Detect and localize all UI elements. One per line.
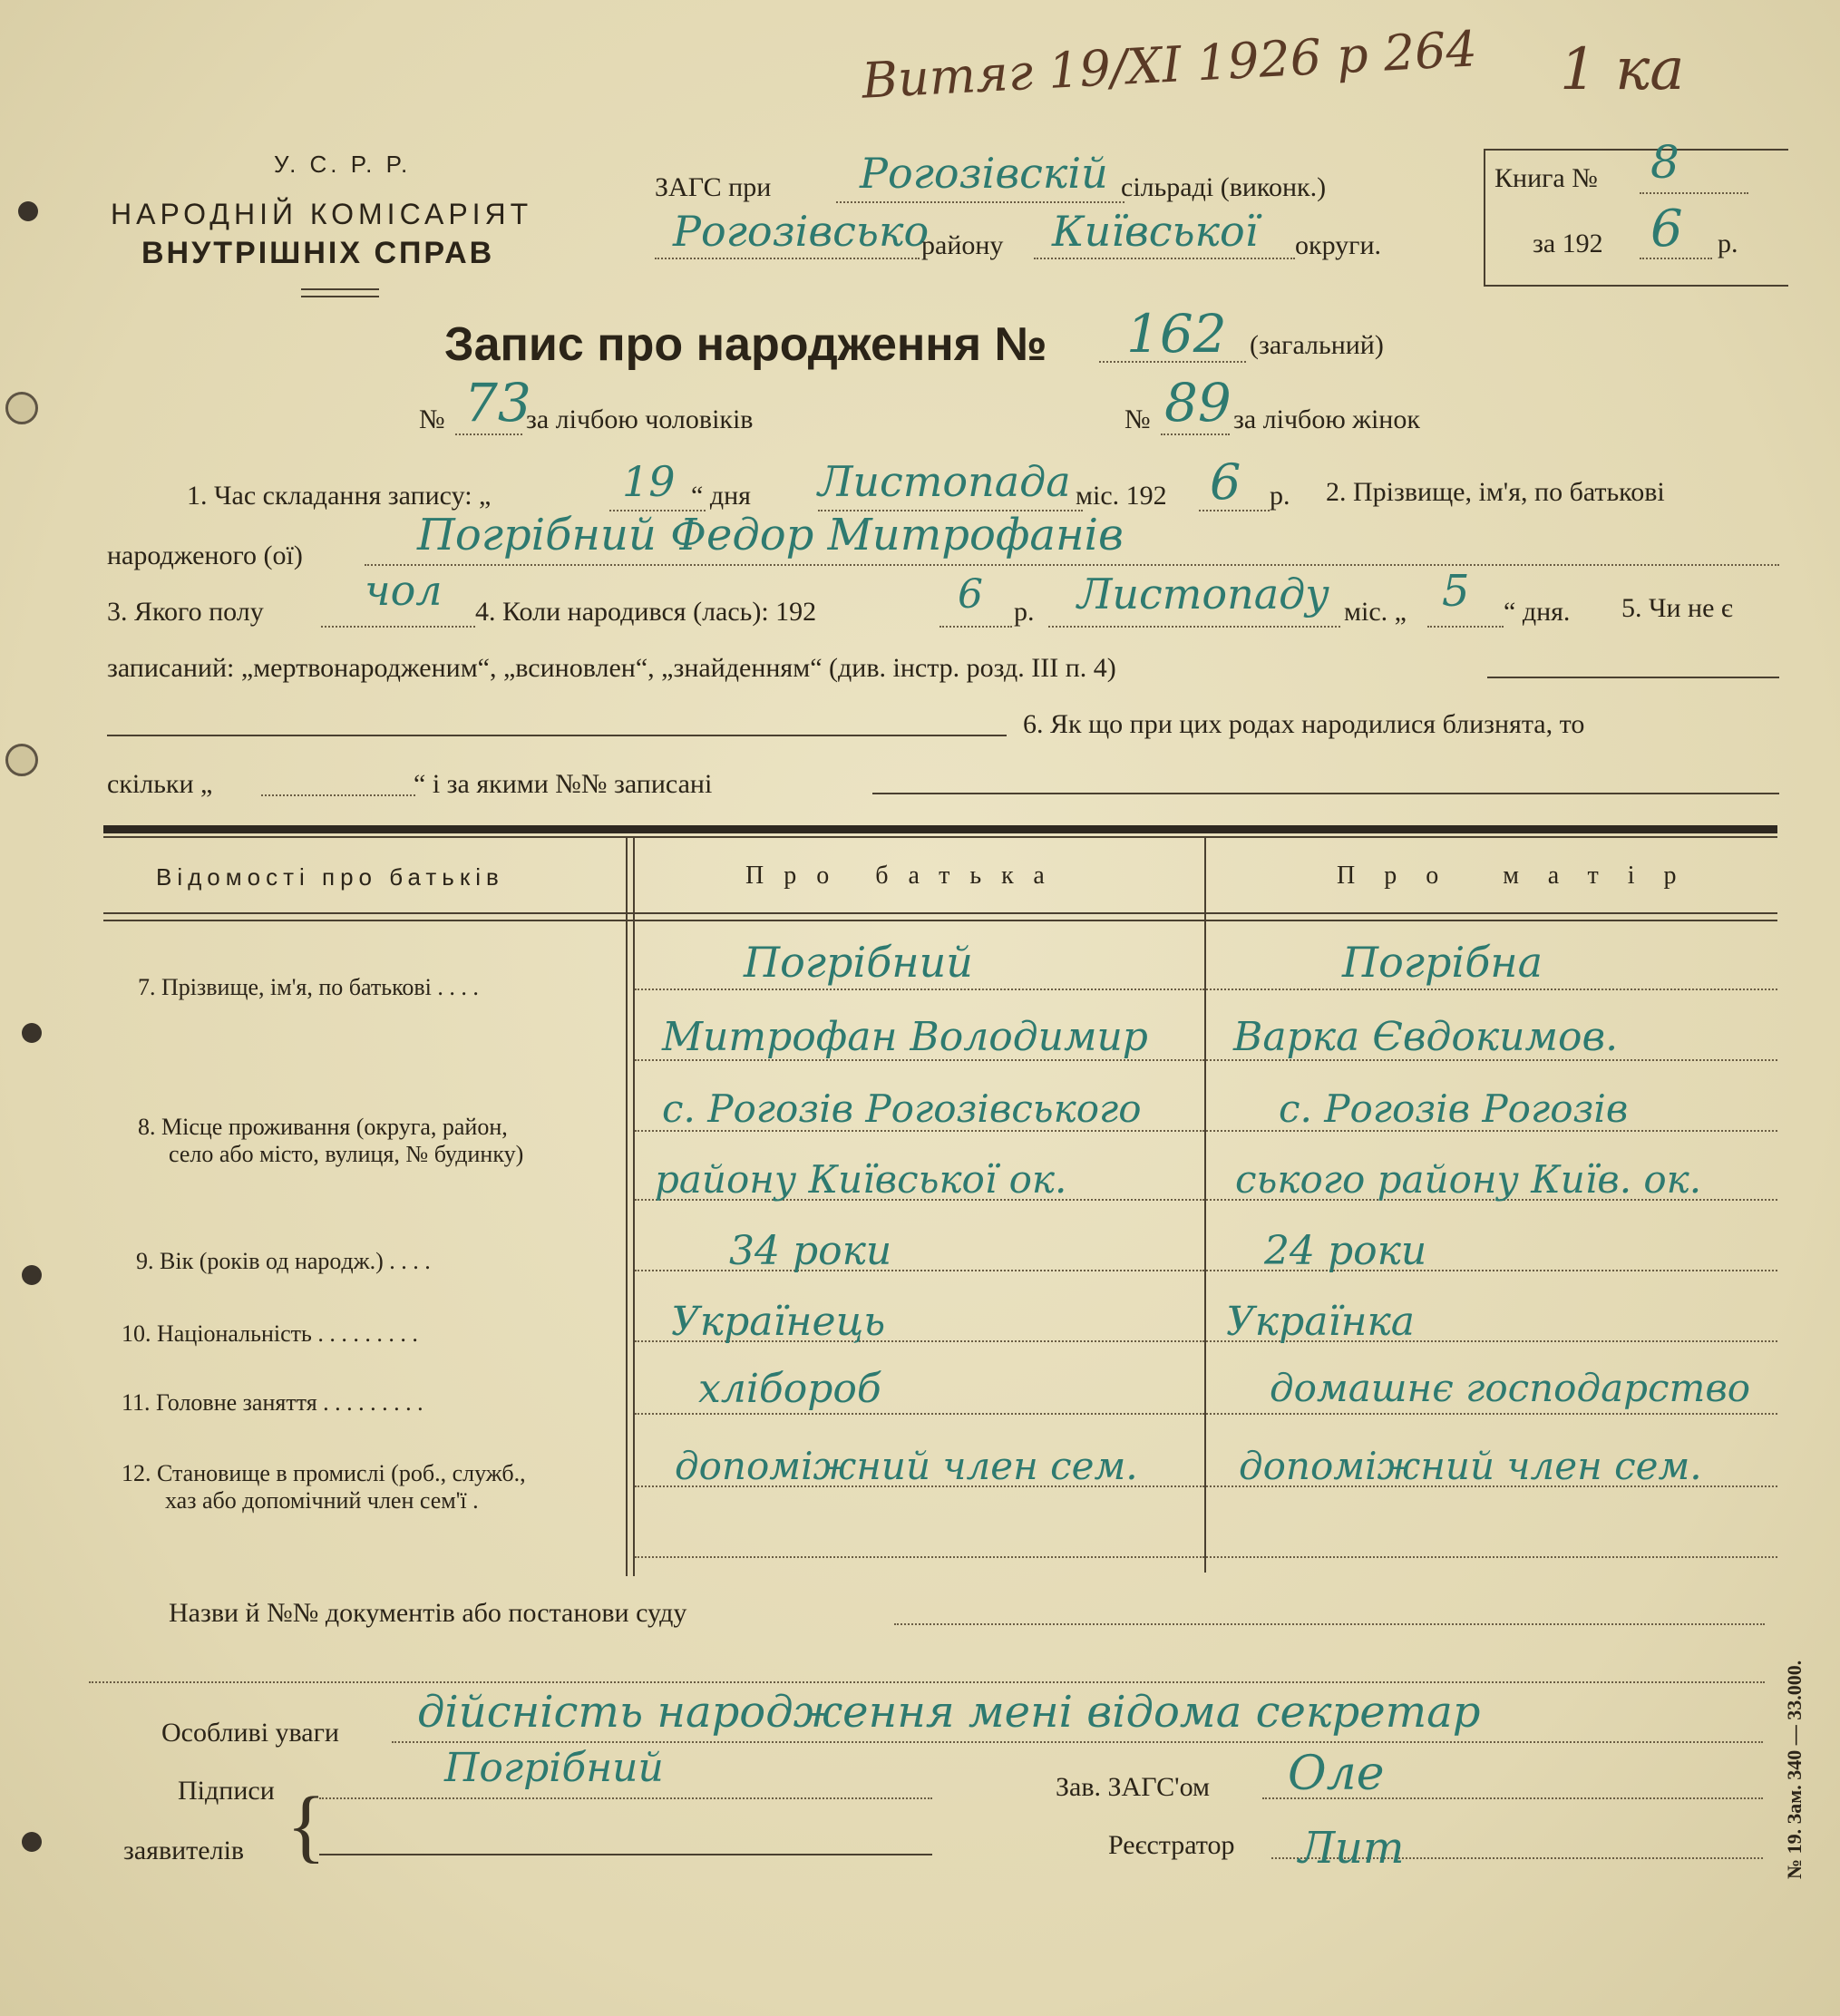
ministry-line-1: НАРОДНІЙ КОМІСАРІЯТ xyxy=(111,198,533,230)
record-title-suffix: (загальний) xyxy=(1250,330,1384,360)
field-2-label: 2. Прізвище, ім'я, по батькові xyxy=(1326,477,1665,507)
zags-district-value: Рогозівсько xyxy=(673,207,930,256)
field-4-month: Листопаду xyxy=(1077,570,1329,618)
row-label-age: 9. Вік (років од нарoдж.) . . . . xyxy=(136,1248,431,1274)
binder-hole xyxy=(22,1023,42,1043)
binder-hole xyxy=(5,744,38,776)
notes-label: Особливі уваги xyxy=(161,1718,339,1748)
father-occupation: хлібороб xyxy=(698,1366,881,1412)
field-1-year: 6 xyxy=(1210,453,1241,511)
book-year-suffix: р. xyxy=(1718,229,1738,258)
mother-occupation: домашнє господарство xyxy=(1270,1366,1751,1410)
field-1-suffix: р. xyxy=(1270,481,1290,511)
table-header-mother: Про матір xyxy=(1337,862,1706,890)
applicants-brace: { xyxy=(287,1781,326,1871)
field-6-label: 6. Як що при цих родах народилися близнята, то xyxy=(1023,709,1585,739)
zags-okrug-value: Київської xyxy=(1052,207,1259,256)
zags-district-label: району xyxy=(921,230,1004,260)
documents-label: Назви й №№ документів або постанови суду xyxy=(169,1598,687,1628)
father-age: 34 роки xyxy=(729,1228,892,1274)
field-5-label-2: записаний: „мертвонародженим“, „всиновлен“, „знайденням“ (див. інстр. розд. III п. 4) xyxy=(107,653,1116,683)
binder-hole xyxy=(5,392,38,424)
women-prefix: № xyxy=(1124,404,1151,434)
book-year-value: 6 xyxy=(1650,200,1683,258)
father-residence-1: с. Рогозів Рогозівського xyxy=(662,1086,1142,1131)
table-top-rule xyxy=(103,825,1777,833)
field-6-label-2: скільки „ xyxy=(107,769,213,799)
registrar-signature: Лит xyxy=(1299,1823,1405,1874)
field-4-day: 5 xyxy=(1442,566,1470,617)
mother-name: Варка Євдокимов. xyxy=(1233,1014,1619,1060)
mother-status: допоміжний член сем. xyxy=(1239,1444,1702,1488)
newborn-name: Погрібний Федор Митрофанів xyxy=(417,510,1124,560)
notes-value: дійсність народження мені відома секретар xyxy=(417,1687,1481,1738)
men-count: 73 xyxy=(464,372,531,433)
head-label: Зав. ЗАГС'ом xyxy=(1056,1772,1210,1802)
field-2-label-2: народженого (ої) xyxy=(107,541,303,570)
binder-hole xyxy=(22,1265,42,1285)
mother-residence-1: с. Рогозів Рогозів xyxy=(1279,1086,1629,1131)
republic-label: У. С. Р. Р. xyxy=(274,151,412,178)
row-label-occupation: 11. Головне заняття . . . . . . . . . xyxy=(122,1389,423,1416)
registrar-label: Реєстратор xyxy=(1108,1830,1235,1860)
row-label-name: 7. Прізвище, ім'я, по батькові . . . . xyxy=(138,974,479,1000)
field-1-year-label: міс. 192 xyxy=(1076,481,1167,511)
father-residence-2: району Київської ок. xyxy=(655,1157,1067,1202)
father-surname: Погрібний xyxy=(744,938,973,987)
field-5-label: 5. Чи не є xyxy=(1621,593,1733,623)
zags-okrug-label: округи. xyxy=(1295,230,1382,260)
father-nationality: Українець xyxy=(671,1299,886,1345)
field-6-label-3: “ і за якими №№ записані xyxy=(414,769,713,799)
table-header-parents: Відомості про батьків xyxy=(156,863,504,891)
women-count: 89 xyxy=(1164,372,1232,433)
top-handwritten-note: Витяг 19/XI 1926 р 264 xyxy=(860,20,1479,110)
book-label: Книга № xyxy=(1494,163,1598,193)
head-signature: Оле xyxy=(1288,1747,1385,1801)
field-4-label: 4. Коли народився (лась): 192 xyxy=(475,597,817,627)
header-divider xyxy=(301,288,379,290)
field-4-day-suffix: “ дня. xyxy=(1504,597,1571,627)
print-run-note: № 19. Зам. 340 — 33.000. xyxy=(1783,1660,1806,1879)
father-name: Митрофан Володимир xyxy=(662,1014,1148,1060)
field-1-day-label: “ дня xyxy=(691,481,751,511)
row-label-status: 12. Становище в промислі (роб., служб., xyxy=(122,1460,526,1486)
book-number: 8 xyxy=(1650,136,1679,189)
men-prefix: № xyxy=(419,404,445,434)
mother-surname: Погрібна xyxy=(1342,938,1543,987)
field-1-label: 1. Час складання запису: „ xyxy=(187,481,492,511)
zags-village-value: Рогозівскій xyxy=(860,149,1108,198)
field-3-value: чол xyxy=(365,566,443,615)
field-1-day: 19 xyxy=(622,457,676,506)
field-4-year: 6 xyxy=(958,571,983,618)
page-mark: 1 ка xyxy=(1560,36,1685,103)
record-number: 162 xyxy=(1126,303,1227,365)
applicants-label-1: Підписи xyxy=(178,1776,275,1806)
men-label: за лічбою чоловіків xyxy=(526,404,754,434)
row-label-status-2: хаз або допомічний член сем'ї . xyxy=(165,1487,479,1514)
zags-prefix: ЗАГС при xyxy=(655,172,772,202)
binder-hole xyxy=(22,1832,42,1852)
zags-village-suffix: сільраді (виконк.) xyxy=(1121,172,1327,202)
field-3-label: 3. Якого полу xyxy=(107,597,264,627)
book-year-label: за 192 xyxy=(1533,229,1603,258)
women-label: за лічбою жінок xyxy=(1233,404,1420,434)
field-4-month-suffix: міс. „ xyxy=(1344,597,1407,627)
row-label-residence-2: село або місто, вулиця, № будинку) xyxy=(169,1141,524,1167)
father-status: допоміжний член сем. xyxy=(675,1444,1138,1488)
mother-age: 24 роки xyxy=(1264,1228,1427,1274)
applicants-label-2: заявителів xyxy=(123,1836,245,1865)
header-divider xyxy=(301,296,379,297)
mother-nationality: Українка xyxy=(1226,1299,1416,1345)
notes-value-2: Погрібний xyxy=(444,1745,664,1791)
row-label-residence: 8. Місце проживання (округа, район, xyxy=(138,1114,508,1140)
binder-hole xyxy=(18,201,38,221)
ministry-line-2: ВНУТРІШНІХ СПРАВ xyxy=(141,236,495,270)
record-title: Запис про народження № xyxy=(444,318,1047,371)
field-4-year-suffix: р. xyxy=(1014,597,1035,627)
row-label-nationality: 10. Національність . . . . . . . . . xyxy=(122,1320,418,1347)
mother-residence-2: ського району Київ. ок. xyxy=(1235,1157,1702,1202)
table-header-father: Про батька xyxy=(745,862,1065,890)
field-1-month: Листопада xyxy=(818,457,1071,506)
